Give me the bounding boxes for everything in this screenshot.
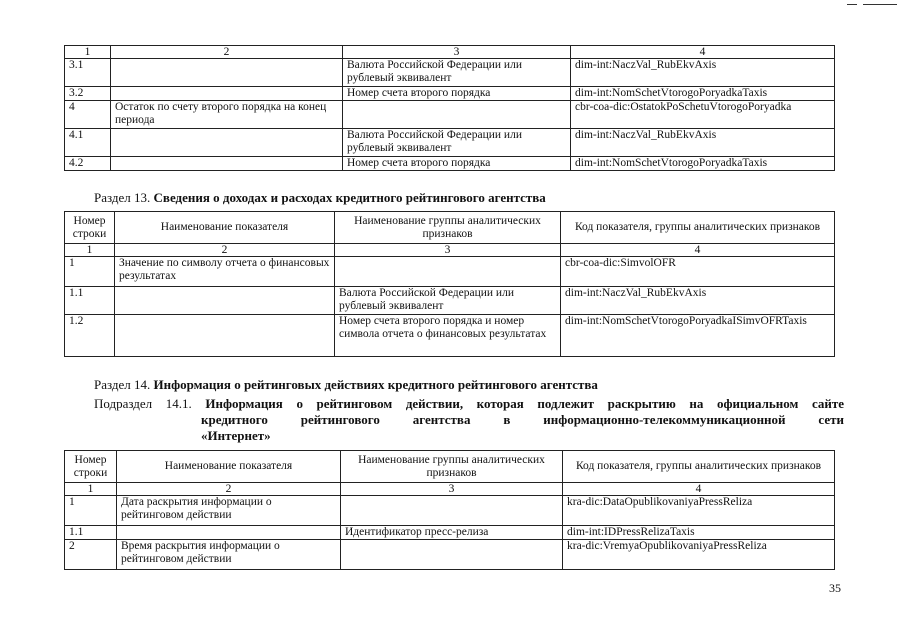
analytic-group: Идентификатор пресс-релиза: [341, 526, 563, 540]
table-row: [65, 157, 835, 171]
indicator-code: dim-int:NomSchetVtorogoPoryadkaISimvOFRTaxis: [561, 315, 835, 357]
analytic-group: Валюта Российской Федерации или рублевый эквивалент: [343, 129, 571, 157]
row-number: 3.1: [65, 59, 111, 87]
section-14-prefix: Раздел 14.: [94, 377, 151, 392]
table-header-row: [65, 212, 835, 244]
table-row: [65, 540, 835, 570]
subsection-14-1-prefix: Подраздел 14.1.: [94, 396, 192, 411]
section-13-table: [64, 211, 835, 357]
header-analytic-group: Наименование группы аналитических признаков: [335, 212, 561, 244]
corner-marks: [847, 4, 897, 5]
table-row: [65, 129, 835, 157]
subsection-14-1-line1: [94, 396, 844, 412]
col-number: 4: [561, 244, 835, 257]
column-number-row: [65, 483, 835, 496]
subsection-14-1-line3-wrap: [94, 428, 844, 444]
header-analytic-group: Наименование группы аналитических признаков: [341, 451, 563, 483]
subsection-14-1-heading: [94, 396, 844, 444]
indicator-code: kra-dic:VremyaOpublikovaniyaPressReliza: [563, 540, 835, 570]
indicator-name: [111, 59, 343, 87]
analytic-group: [341, 540, 563, 570]
row-number: 4.2: [65, 157, 111, 171]
analytic-group: Номер счета второго порядка: [343, 157, 571, 171]
indicator-name: Значение по символу отчета о финансовых результатах: [115, 257, 335, 287]
col-number: 2: [115, 244, 335, 257]
header-row-number: Номер строки: [65, 451, 117, 483]
page-number: 35: [829, 581, 841, 595]
col-number: 3: [341, 483, 563, 496]
row-number: 1.1: [65, 526, 117, 540]
header-indicator-code: Код показателя, группы аналитических признаков: [561, 212, 835, 244]
indicator-code: kra-dic:DataOpublikovaniyaPressReliza: [563, 496, 835, 526]
indicator-name: [111, 87, 343, 101]
indicator-name: Время раскрытия информации о рейтинговом действии: [117, 540, 341, 570]
indicator-code: dim-int:NaczVal_RubEkvAxis: [561, 287, 835, 315]
indicator-code: dim-int:NomSchetVtorogoPoryadkaTaxis: [571, 157, 835, 171]
section-13-title: Сведения о доходах и расходах кредитного рейтингового агентства: [153, 190, 546, 205]
table-row: [65, 496, 835, 526]
indicator-name: Остаток по счету второго порядка на конец периода: [111, 101, 343, 129]
col-number: 4: [571, 46, 835, 59]
row-number: 1.2: [65, 315, 115, 357]
col-number: 1: [65, 244, 115, 257]
table-row: [65, 59, 835, 87]
analytic-group: Валюта Российской Федерации или рублевый эквивалент: [335, 287, 561, 315]
section-14-heading: [94, 377, 598, 393]
analytic-group: Валюта Российской Федерации или рублевый эквивалент: [343, 59, 571, 87]
row-number: 1: [65, 496, 117, 526]
col-number: 4: [563, 483, 835, 496]
subsection-14-1-title-line1: Информация о рейтинговом действии, которая подлежит раскрытию на официальном сайте: [205, 396, 845, 411]
indicator-name: [115, 315, 335, 357]
row-number: 1.1: [65, 287, 115, 315]
table-row: [65, 287, 835, 315]
analytic-group: Номер счета второго порядка: [343, 87, 571, 101]
row-number: 4: [65, 101, 111, 129]
indicator-name: [111, 129, 343, 157]
indicator-code: dim-int:NaczVal_RubEkvAxis: [571, 59, 835, 87]
section-14-title: Информация о рейтинговых действиях кредитного рейтингового агентства: [153, 377, 598, 392]
row-number: 2: [65, 540, 117, 570]
section-13-heading: [94, 190, 546, 206]
indicator-code: cbr-coa-dic:SimvolOFR: [561, 257, 835, 287]
analytic-group: [335, 257, 561, 287]
header-indicator-code: Код показателя, группы аналитических признаков: [563, 451, 835, 483]
table-row: [65, 257, 835, 287]
indicator-code: dim-int:IDPressRelizaTaxis: [563, 526, 835, 540]
subsection-14-1-title-line3: «Интернет»: [201, 428, 271, 443]
col-number: 3: [335, 244, 561, 257]
table-row: [65, 526, 835, 540]
subsection-14-1-table: [64, 450, 835, 570]
section-13-prefix: Раздел 13.: [94, 190, 151, 205]
row-number: 1: [65, 257, 115, 287]
col-number: 1: [65, 483, 117, 496]
header-row-number: Номер строки: [65, 212, 115, 244]
indicator-name: [117, 526, 341, 540]
table-row: [65, 101, 835, 129]
indicator-code: dim-int:NomSchetVtorogoPoryadkaTaxis: [571, 87, 835, 101]
indicator-name: [111, 157, 343, 171]
subsection-14-1-line2-wrap: [94, 412, 844, 428]
table-row: [65, 315, 835, 357]
column-number-row: [65, 46, 835, 59]
col-number: 2: [111, 46, 343, 59]
column-number-row: [65, 244, 835, 257]
table-row: [65, 87, 835, 101]
header-indicator-name: Наименование показателя: [115, 212, 335, 244]
col-number: 1: [65, 46, 111, 59]
indicator-code: dim-int:NaczVal_RubEkvAxis: [571, 129, 835, 157]
indicator-code: cbr-coa-dic:OstatokPoSchetuVtorogoPoryadka: [571, 101, 835, 129]
indicator-name: [115, 287, 335, 315]
continuation-table: [64, 45, 835, 171]
table-header-row: [65, 451, 835, 483]
analytic-group: [341, 496, 563, 526]
indicator-name: Дата раскрытия информации о рейтинговом действии: [117, 496, 341, 526]
row-number: 4.1: [65, 129, 111, 157]
analytic-group: Номер счета второго порядка и номер символа отчета о финансовых результатах: [335, 315, 561, 357]
col-number: 2: [117, 483, 341, 496]
subsection-14-1-title-line2: кредитного рейтингового агентства в информационно-телекоммуникационной сети: [201, 412, 844, 427]
analytic-group: [343, 101, 571, 129]
col-number: 3: [343, 46, 571, 59]
row-number: 3.2: [65, 87, 111, 101]
header-indicator-name: Наименование показателя: [117, 451, 341, 483]
